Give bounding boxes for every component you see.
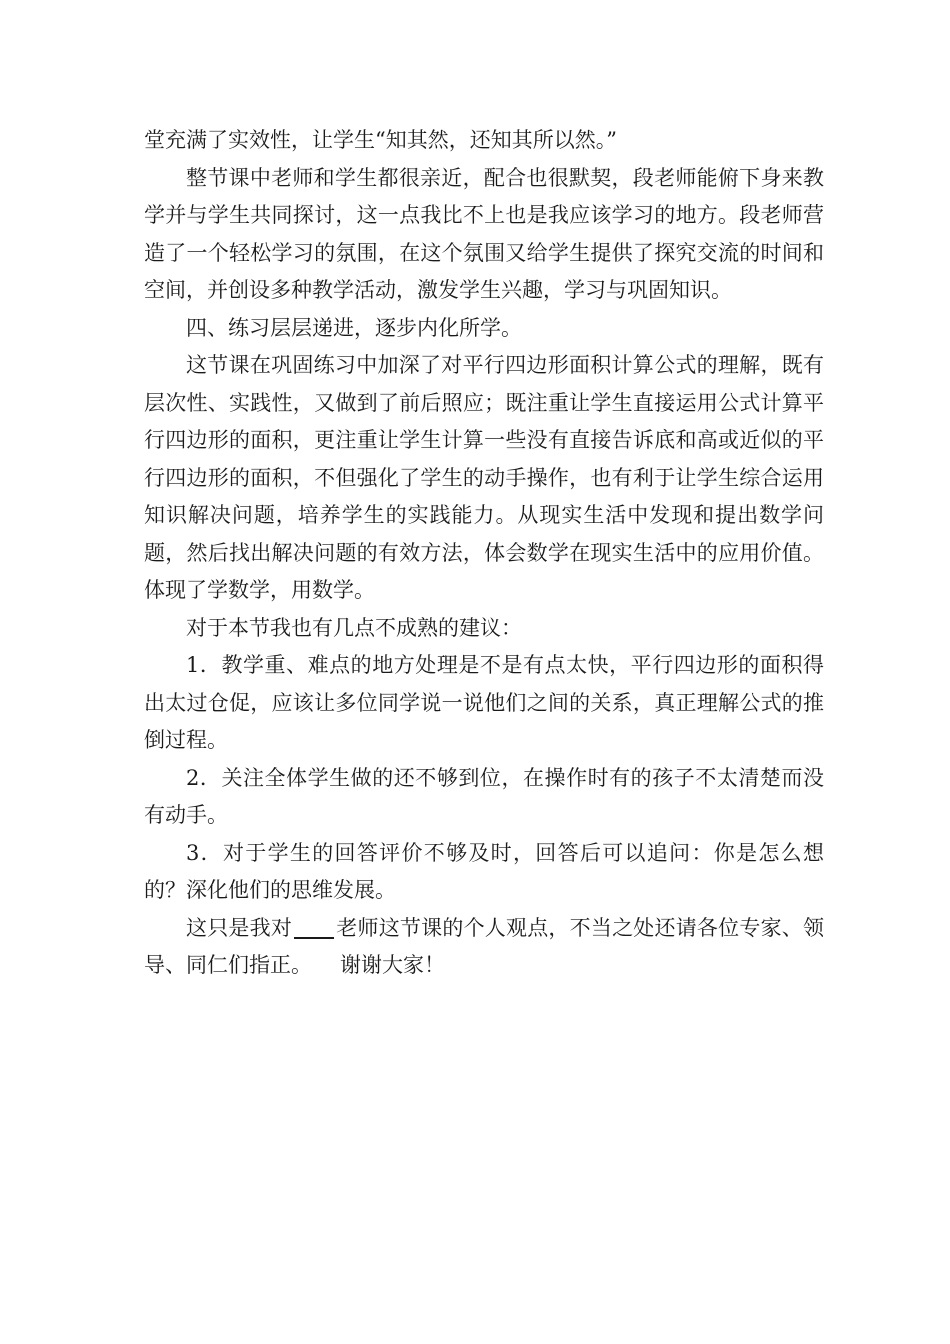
suggestion-item-2: 2．关注全体学生做的还不够到位，在操作时有的孩子不太清楚而没有动手。 [144, 765, 824, 827]
closing-thanks: 谢谢大家！ [340, 953, 445, 977]
paragraph-practice: 这节课在巩固练习中加深了对平行四边形面积计算公式的理解，既有层次性、实践性，又做到了前后照应；既注重让学生直接运用公式计算平行四边形的面积，更注重让学生计算一些没有直接告诉底和高或近似的平行四边形的面积，不但强化了学生的动手操作，也有利于让学生综合运用知识解决问题，培养学生的实践能力。从现实生活中发现和提出数学问题，然后找出解决问题的有效方法，体会数学在现实生活中的应用价值。体现了学数学，用数学。 [144, 353, 824, 602]
paragraph-closing [144, 910, 824, 985]
paragraph-continuation: 堂充满了实效性，让学生“知其然，还知其所以然。” [144, 128, 617, 152]
section-heading-four: 四、练习层层递进，逐步内化所学。 [186, 315, 522, 340]
suggestion-item-3: 3．对于学生的回答评价不够及时，回答后可以追问：你是怎么想的？深化他们的思维发展。 [144, 840, 824, 902]
closing-before-blank: 这只是我对 [186, 915, 293, 940]
paragraph-teacher-rapport: 整节课中老师和学生都很亲近，配合也很默契，段老师能俯下身来教学并与学生共同探讨，这一点我比不上也是我应该学习的地方。段老师营造了一个轻松学习的氛围，在这个氛围又给学生提供了探究交流的时间和空间，并创设多种教学活动，激发学生兴趣，学习与巩固知识。 [144, 165, 824, 302]
suggestion-item-1: 1．教学重、难点的地方处理是不是有点太快，平行四边形的面积得出太过仓促，应该让多位同学说一说他们之间的关系，真正理解公式的推倒过程。 [144, 653, 824, 752]
closing-after-blank: 老师这节课的个人观点，不当之处还请各位专家、领导、同仁们指正。 [144, 915, 825, 977]
paragraph-suggestions-intro: 对于本节我也有几点不成熟的建议： [186, 615, 522, 640]
document-body [144, 122, 824, 985]
name-blank-line [294, 915, 334, 939]
